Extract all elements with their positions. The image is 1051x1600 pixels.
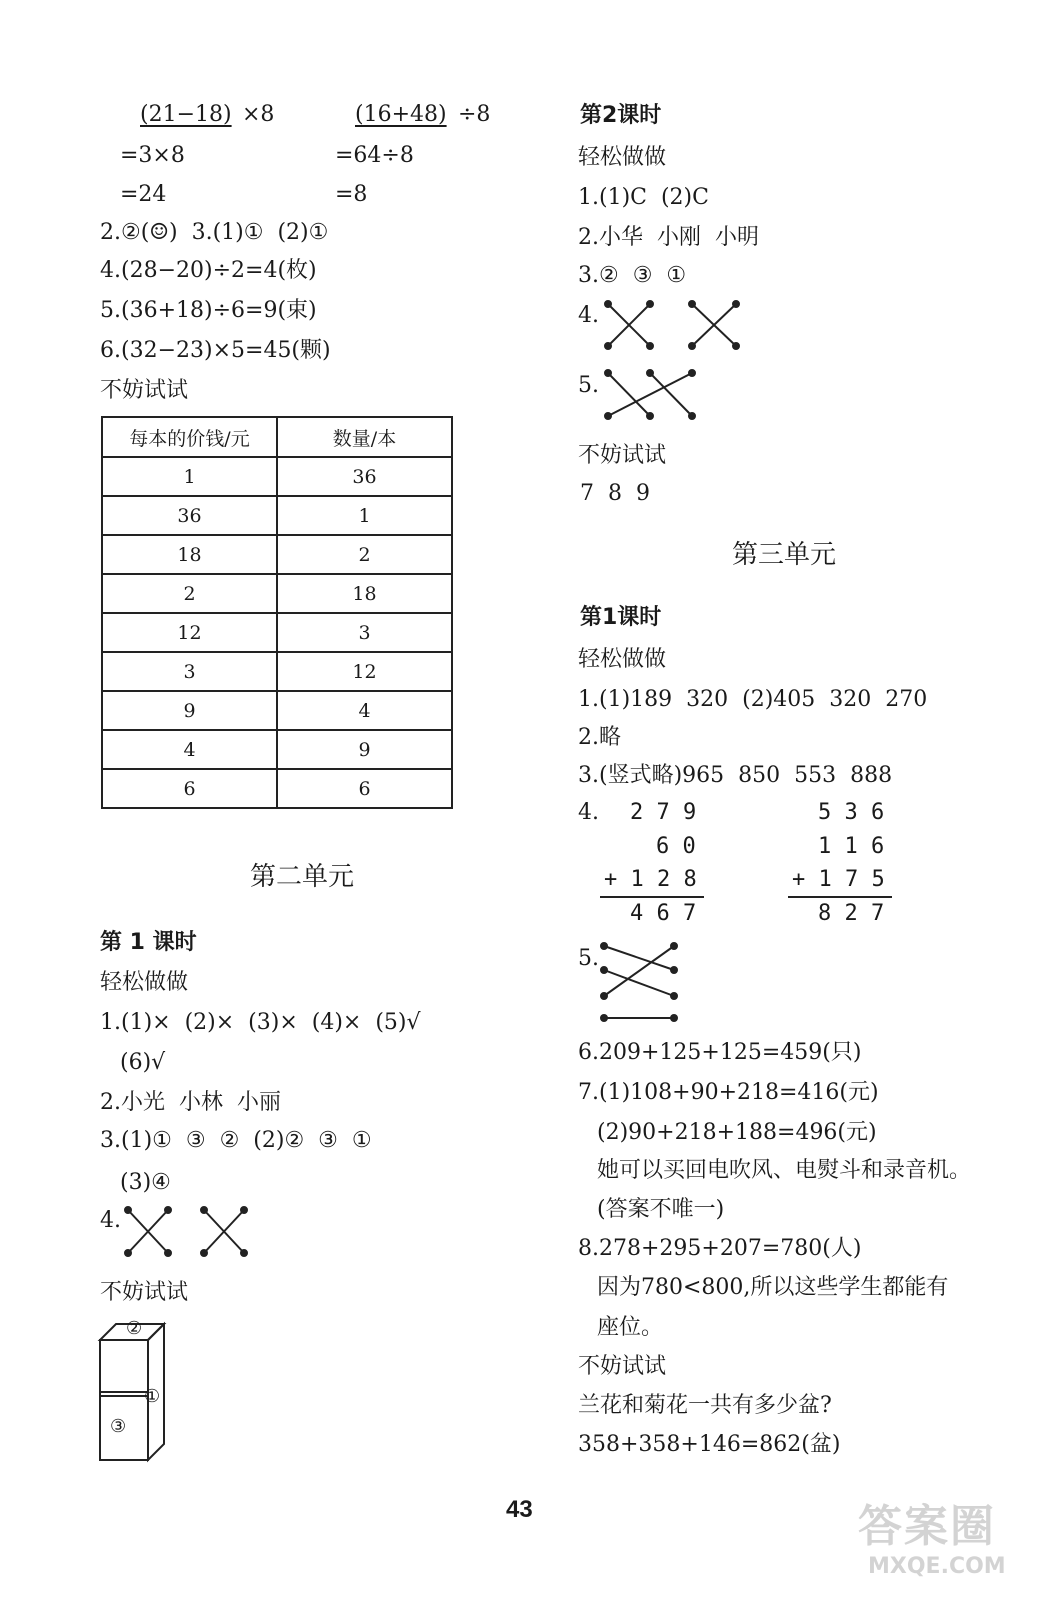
table-cell: 2	[277, 535, 452, 574]
left-q5: 5.(36+18)÷6=9(束)	[100, 298, 317, 323]
unit3-q1: 1.(1)189 320 (2)405 320 270	[578, 687, 928, 712]
table-header-price: 每本的价钱/元	[102, 417, 277, 457]
box-label-top: ②	[126, 1318, 143, 1339]
watermark-logo	[848, 1490, 1038, 1590]
left-q6: 6.(32−23)×5=45(颗)	[100, 338, 331, 363]
table-row	[102, 535, 452, 574]
table-row	[102, 613, 452, 652]
unit3-title: 第三单元	[732, 540, 837, 570]
right-q2: 2.小华 小刚 小明	[578, 225, 759, 250]
unit3-q5-line-diagram	[596, 940, 686, 1025]
calc1-line1-op: ×8	[242, 102, 275, 127]
vert2-addend-b: 1 1 6	[818, 834, 885, 859]
table-cell: 18	[102, 535, 277, 574]
unit3-q2: 2.略	[578, 725, 621, 750]
unit3-q8a: 8.278+295+207=780(人)	[578, 1236, 862, 1261]
left-q4: 4.(28−20)÷2=4(枚)	[100, 258, 317, 283]
vert1-rule	[600, 895, 710, 899]
left-try-label: 不妨试试	[100, 378, 189, 403]
calc1-line2: =3×8	[120, 143, 185, 168]
box-label-right: ①	[144, 1386, 161, 1407]
right-q5-line-diagram	[600, 368, 710, 423]
page-number: 43	[506, 1496, 533, 1523]
watermark-text: 答案圈	[858, 1501, 996, 1552]
unit2-q3b: (3)④	[120, 1170, 171, 1195]
table-cell: 12	[277, 652, 452, 691]
vert2-addend-a: 5 3 6	[818, 800, 885, 825]
table-cell: 4	[102, 730, 277, 769]
unit2-try-label: 不妨试试	[100, 1280, 189, 1305]
table-cell: 6	[277, 769, 452, 808]
unit3-easy-label: 轻松做做	[578, 647, 667, 672]
unit3-try-answer: 358+358+146=862(盆)	[578, 1432, 841, 1457]
lesson2-label: 第2课时	[580, 103, 662, 128]
unit3-q7d: (答案不唯一)	[597, 1197, 725, 1222]
table-row	[102, 769, 452, 808]
unit3-try-label: 不妨试试	[578, 1354, 667, 1379]
right-easy-label: 轻松做做	[578, 145, 667, 170]
right-q4-cross-diagram	[600, 296, 750, 356]
right-q4: 4.	[578, 303, 599, 328]
unit2-lesson1-label: 第 1 课时	[100, 930, 197, 955]
unit3-q3: 3.(竖式略)965 850 553 888	[578, 763, 893, 788]
table-row	[102, 691, 452, 730]
calc2-line3: =8	[335, 182, 368, 207]
unit2-q1a: 1.(1)× (2)× (3)× (4)× (5)√	[100, 1010, 421, 1035]
unit2-title: 第二单元	[250, 862, 355, 892]
unit3-q6: 6.209+125+125=459(只)	[578, 1040, 862, 1065]
right-try-answer: 7 8 9	[580, 481, 650, 506]
table-row	[102, 496, 452, 535]
table-cell: 1	[277, 496, 452, 535]
table-cell: 9	[102, 691, 277, 730]
watermark-url: MXQE.COM	[868, 1554, 1006, 1579]
vert1-addend-b: 6 0	[656, 834, 696, 859]
table-cell: 3	[102, 652, 277, 691]
table-row	[102, 457, 452, 496]
price-quantity-table	[101, 416, 453, 809]
table-row	[102, 652, 452, 691]
table-cell: 1	[102, 457, 277, 496]
unit2-easy-label: 轻松做做	[100, 970, 189, 995]
left-q2-q3: 2.②(☺) 3.(1)① (2)①	[100, 220, 329, 245]
unit3-q8b: 因为780<800,所以这些学生都能有	[597, 1275, 949, 1300]
unit2-q4-cross-diagram	[118, 1205, 258, 1265]
calc2-line1-op: ÷8	[458, 102, 491, 127]
table-cell: 6	[102, 769, 277, 808]
unit3-q7c: 她可以买回电吹风、电熨斗和录音机。	[597, 1158, 972, 1183]
calc2-line1: (16+48)	[355, 102, 447, 127]
unit2-q1b: (6)√	[120, 1050, 166, 1075]
unit2-q4: 4.	[100, 1208, 121, 1233]
calc1-line3: =24	[120, 182, 167, 207]
unit3-try-question: 兰花和菊花一共有多少盆?	[578, 1393, 832, 1418]
table-cell: 12	[102, 613, 277, 652]
table-header-quantity: 数量/本	[277, 417, 452, 457]
table-cell: 3	[277, 613, 452, 652]
unit3-q8c: 座位。	[597, 1315, 664, 1340]
unit3-q4: 4.	[578, 800, 599, 825]
table-row	[102, 730, 452, 769]
table-cell: 9	[277, 730, 452, 769]
unit3-lesson1-label: 第1课时	[580, 605, 662, 630]
right-q1: 1.(1)C (2)C	[578, 185, 709, 210]
table-cell: 4	[277, 691, 452, 730]
vert1-addend-c: + 1 2 8	[604, 867, 697, 892]
unit2-q3a: 3.(1)① ③ ② (2)② ③ ①	[100, 1128, 372, 1153]
vert2-rule	[788, 895, 898, 899]
table-cell: 36	[102, 496, 277, 535]
unit3-q7a: 7.(1)108+90+218=416(元)	[578, 1080, 879, 1105]
box-label-front: ③	[110, 1416, 127, 1437]
table-cell: 18	[277, 574, 452, 613]
table-cell: 2	[102, 574, 277, 613]
table-cell: 36	[277, 457, 452, 496]
unit2-q2: 2.小光 小林 小丽	[100, 1090, 281, 1115]
vert2-result: 8 2 7	[818, 901, 885, 926]
vert1-addend-a: 2 7 9	[630, 800, 697, 825]
unit3-q7b: (2)90+218+188=496(元)	[597, 1120, 877, 1145]
table-row	[102, 574, 452, 613]
calc2-line2: =64÷8	[335, 143, 414, 168]
table-header-row	[102, 417, 452, 457]
vert1-result: 4 6 7	[630, 901, 697, 926]
right-q3: 3.② ③ ①	[578, 263, 687, 288]
vert2-addend-c: + 1 7 5	[792, 867, 885, 892]
calc1-line1: (21−18)	[140, 102, 232, 127]
right-try-label: 不妨试试	[578, 443, 667, 468]
right-q5: 5.	[578, 373, 599, 398]
unit3-q5: 5.	[578, 946, 599, 971]
